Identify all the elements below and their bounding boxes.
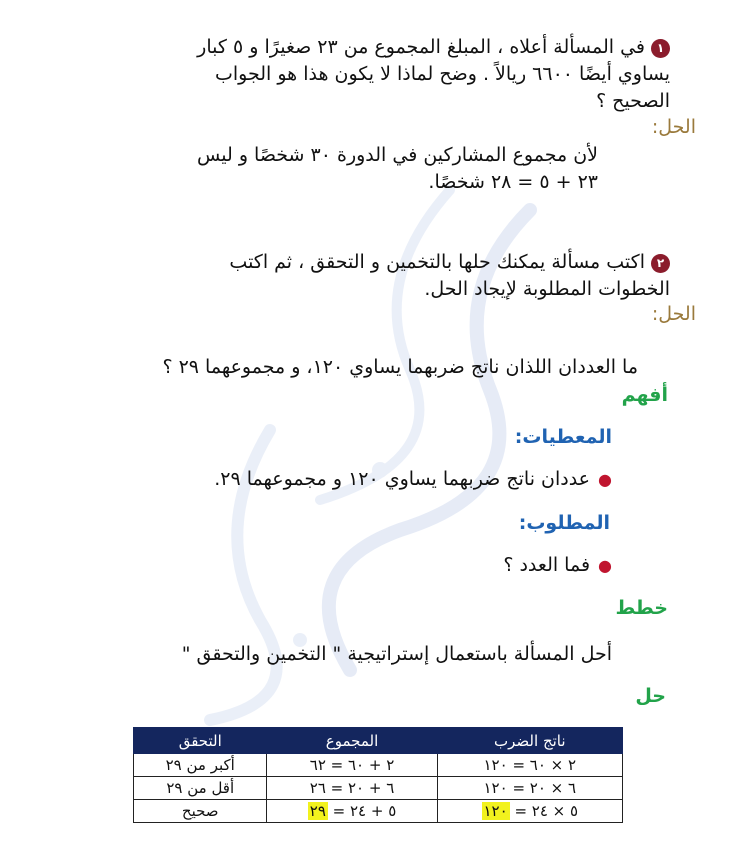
table-row xyxy=(134,777,623,800)
question-1-line-3: الصحيح ؟ xyxy=(596,90,670,112)
plan-text: أحل المسألة باستعمال إستراتيجية " التخمين والتحقق " xyxy=(181,643,612,665)
table-header-row xyxy=(134,728,623,754)
cell-check: أقل من ٢٩ xyxy=(134,777,267,800)
header-check: التحقق xyxy=(134,728,267,754)
plan-heading: خطط xyxy=(615,597,668,619)
bullet-icon: ● xyxy=(598,470,612,489)
question-number-badge: ٢ xyxy=(651,254,670,273)
question-1-line-2: يساوي أيضًا ٦٦٠٠ ريالاً . وضح لماذا لا يكون هذا هو الجواب xyxy=(215,63,670,85)
highlighted-product: ١٢٠ xyxy=(483,802,508,820)
solution-table xyxy=(133,727,623,823)
answer-1-line-2: ٢٣ + ٥ = ٢٨ شخصًا. xyxy=(428,171,598,193)
cell-product: ٢ × ٦٠ = ١٢٠ xyxy=(437,754,622,777)
cell-sum: ٦ + ٢٠ = ٢٦ xyxy=(267,777,437,800)
cell-sum: ٢ + ٦٠ = ٦٢ xyxy=(267,754,437,777)
cell-product: ٦ × ٢٠ = ١٢٠ xyxy=(437,777,622,800)
table-row xyxy=(134,754,623,777)
understand-heading: أفهم xyxy=(621,384,668,406)
cell-check: أكبر من ٢٩ xyxy=(134,754,267,777)
cell-check: صحيح xyxy=(134,800,267,823)
solution-label-1: الحل: xyxy=(651,116,696,138)
required-item: ●فما العدد ؟ xyxy=(503,554,612,576)
header-sum: المجموع xyxy=(267,728,437,754)
answer-1 xyxy=(38,142,598,196)
bullet-icon: ● xyxy=(598,556,612,575)
question-1-line-1: في المسألة أعلاه ، المبلغ المجموع من ٢٣ صغيرًا و ٥ كبار xyxy=(197,36,645,58)
header-product: ناتج الضرب xyxy=(437,728,622,754)
required-heading: المطلوب: xyxy=(518,512,610,534)
question-1 xyxy=(70,34,670,115)
solution-label-2: الحل: xyxy=(651,303,696,325)
problem-statement: ما العددان اللذان ناتج ضربهما يساوي ١٢٠، و مجموعهما ٢٩ ؟ xyxy=(162,356,638,378)
question-2-line-1: اكتب مسألة يمكنك حلها بالتخمين و التحقق ، ثم اكتب xyxy=(229,251,645,273)
cell-product: ٥ × ٢٤ = ١٢٠ xyxy=(437,800,622,823)
question-2-line-2: الخطوات المطلوبة لإيجاد الحل. xyxy=(424,278,670,300)
question-2 xyxy=(70,249,670,303)
solve-heading: حل xyxy=(635,685,666,707)
given-item: ●عددان ناتج ضربهما يساوي ١٢٠ و مجموعهما ٢٩. xyxy=(214,468,612,490)
highlighted-sum: ٢٩ xyxy=(309,802,326,820)
answer-1-line-1: لأن مجموع المشاركين في الدورة ٣٠ شخصًا و ليس xyxy=(197,144,598,166)
given-heading: المعطيات: xyxy=(514,426,612,448)
question-number-badge: ١ xyxy=(651,39,670,58)
table-row xyxy=(134,800,623,823)
cell-sum: ٥ + ٢٤ = ٢٩ xyxy=(267,800,437,823)
